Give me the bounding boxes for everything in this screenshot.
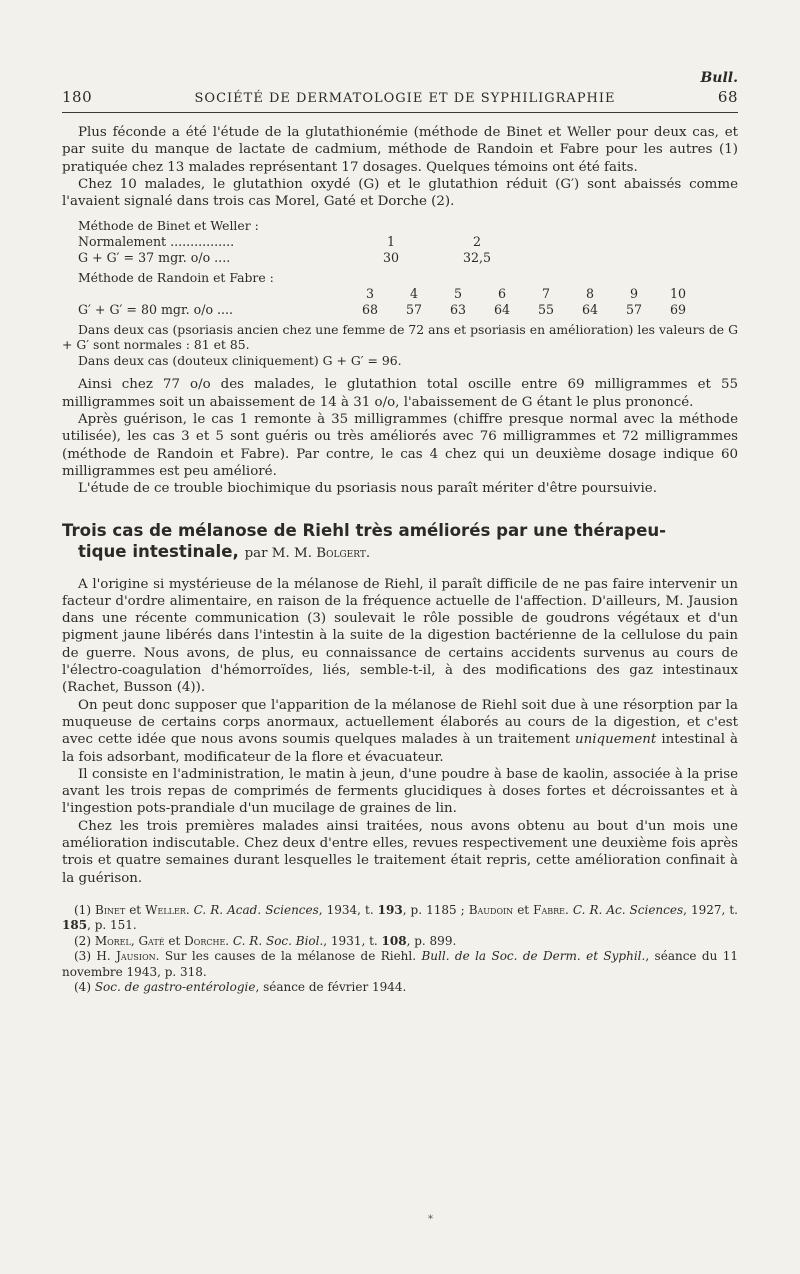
body-paragraph-4: Chez les trois premières malades ainsi traitées, nous avons obtenu au bout d'un mois une amélioration indiscutable. Chez deux d'entre elles, revues respectivement une deuxième fois après trois et quatre semaines durant lesquelles le traitement était repris, cette amélioration confinait à la guérison.	[62, 818, 738, 886]
discussion-paragraph-3: L'étude de ce trouble biochimique du psoriasis nous paraît mériter d'être poursuivie.	[78, 481, 657, 497]
value-cell: 2	[472, 234, 481, 250]
intro-paragraph-1: Plus féconde a été l'étude de la glutathionémie (méthode de Binet et Weller pour deux cas, et par suite du manque de lactate de cadmium, méthode de Randoin et Fabre pour les autres (1) pratiquée chez 13 malades représentant 17 dosages. Quelques témoins ont été faits.	[62, 125, 738, 175]
ref-author: Weller	[145, 902, 186, 917]
body-p2-before: On peut donc supposer que l'apparition de la mélanose de Riehl soit due à une résorption par la muqueuse de certains corps anormaux, actuellement élaborés au cours de la digestion, et c'est avec cette idée que nous avons soumis quelques malades à un traitement	[62, 697, 738, 748]
case-number: 6	[497, 285, 506, 301]
bull-mark: Bull.	[700, 70, 738, 86]
value-cell: 69	[669, 301, 687, 317]
ref-journal: Soc. de gastro-entérologie	[94, 979, 256, 994]
case-number: 4	[409, 285, 418, 301]
row-label: G′ + G′ = 80 mgr. o/o ....	[78, 301, 234, 317]
ref-journal: Bull. de la Soc. de Derm. et Syphil.	[421, 949, 646, 964]
section-title	[62, 520, 738, 564]
section-title-line-2-text: tique intestinale,	[78, 541, 239, 561]
ref-text: , 1931, t.	[323, 933, 382, 948]
reference-1	[62, 903, 738, 934]
ref-author: Morel, Gaté	[94, 933, 165, 948]
value-cell: 64	[493, 301, 511, 317]
row-label: G + G′ = 37 mgr. o/o ....	[78, 250, 231, 266]
row-values	[348, 302, 700, 318]
article-content	[62, 124, 738, 995]
randoin-fabre-case-row	[62, 286, 738, 302]
row-label: Normalement ................	[78, 234, 235, 250]
body-paragraph-3: Il consiste en l'administration, le matin à jeun, d'une poudre à base de kaolin, associée à la prise avant les trois repas de comprimés de ferments glucidiques à doses fortes et décroissantes et à l'ingestion pots-prandiale d'un mucilage de graines de lin.	[62, 766, 738, 817]
ref-author: Dorche	[184, 933, 226, 948]
ref-text: , séance de février 1944.	[255, 979, 407, 994]
value-cell: 64	[581, 301, 599, 317]
row-values	[348, 286, 700, 302]
body-paragraph-1: A l'origine si mystérieuse de la mélanose de Riehl, il paraît difficile de ne pas faire intervenir un facteur d'ordre alimentaire, en raison de la fréquence actuelle de l'affection. D'ailleurs, M. Jausion dans une récente communication (3) soulevait le rôle possible de goudrons végétaux et d'un pigment jaune libérés dans l'intestin à la suite de la digestion bactérienne de la cellulose du pain de guerre. Nous avons, de plus, eu connaissance de certains accidents survenus au cours de l'électro-coagulation d'hémorroïdes, liés, semble-t-il, à des modifications des gaz intestinaux (Rachet, Busson (4)).	[62, 576, 738, 696]
section-title-line-2	[62, 541, 738, 564]
header-rule	[62, 112, 738, 113]
row-label-empty	[62, 286, 348, 302]
ref-volume: 108	[381, 933, 407, 948]
case-number: 10	[669, 285, 687, 301]
binet-weller-heading: Méthode de Binet et Weller :	[78, 218, 259, 234]
value-cell: 30	[382, 250, 400, 266]
ref-text: et	[164, 933, 185, 948]
binet-weller-row-2	[62, 250, 738, 266]
discussion-paragraph-2: Après guérison, le cas 1 remonte à 35 milligrammes (chiffre presque normal avec la méthode utilisée), les cas 3 et 5 sont guéris ou très améliorés avec 76 milligrammes et 72 milligrammes (méthode de Randoin et Fabre). Par contre, le cas 4 chez qui un deuxième dosage indique 60 milligrammes est peu amélioré.	[62, 412, 738, 479]
running-title: SOCIÉTÉ DE DERMATOLOGIE ET DE SYPHILIGRAPHIE	[194, 91, 616, 106]
ref-text: .	[185, 902, 194, 917]
intro-paragraph-2: Chez 10 malades, le glutathion oxydé (G) et le glutathion réduit (G′) sont abaissés comme l'avaient signalé dans trois cas Morel, Gaté et Dorche (2).	[62, 176, 738, 210]
value-cell: 68	[361, 301, 379, 317]
ref-text: et	[513, 902, 534, 917]
case-number: 9	[629, 285, 638, 301]
ref-text: , p. 899.	[406, 933, 457, 948]
spacer	[62, 368, 738, 376]
running-head	[62, 88, 738, 106]
ref-volume: 185	[62, 918, 88, 933]
ref-author: Binet	[95, 902, 126, 917]
body-p2-emphasis: uniquement	[575, 732, 657, 748]
ref-text: , p. 1185 ;	[402, 902, 469, 917]
ref-volume: 193	[377, 902, 403, 917]
case-number: 5	[453, 285, 462, 301]
byline	[245, 546, 371, 561]
reference-3	[62, 949, 738, 980]
ref-text: (3) H.	[74, 949, 117, 964]
binet-weller-row-1	[62, 234, 738, 250]
randoin-fabre-heading: Méthode de Randoin et Fabre :	[78, 270, 274, 286]
ref-journal: C. R. Soc. Biol.	[232, 933, 324, 948]
spacer	[62, 210, 738, 218]
ref-text: .	[565, 902, 573, 917]
ref-text: , p. 151.	[87, 918, 137, 933]
reference-4	[62, 980, 738, 995]
ref-text: , 1934, t.	[318, 902, 378, 917]
section-title-line-1: Trois cas de mélanose de Riehl très améliorés par une thérapeu-	[62, 520, 667, 540]
ref-text: (1)	[74, 902, 96, 917]
note-paragraph-2: Dans deux cas (douteux cliniquement) G + G′ = 96.	[78, 352, 402, 368]
discussion-paragraph-1: Ainsi chez 77 o/o des malades, le glutathion total oscille entre 69 milligrammes et 55 milligrammes soit un abaissement de 14 à 31 o/o, l'abaissement de G étant le plus prononcé.	[62, 377, 738, 410]
issue-number: 68	[717, 88, 738, 106]
body-p2-after: intestinal à la fois adsorbant, modificateur de la flore et évacuateur.	[62, 732, 738, 765]
ref-journal: C. R. Ac. Sciences	[572, 902, 684, 917]
ref-text: .	[225, 933, 233, 948]
body-paragraph-2	[62, 697, 738, 766]
ref-author: Baudoin	[468, 902, 514, 917]
ref-journal: C. R. Acad. Sciences	[193, 902, 319, 917]
ref-text: (4)	[74, 979, 95, 994]
ref-text: , séance du 11 novembre 1943, p. 318.	[62, 949, 739, 979]
row-values	[348, 250, 520, 266]
ref-text: (2)	[74, 933, 95, 948]
ref-author: Fabre	[533, 902, 566, 917]
ref-text: , 1927, t.	[683, 902, 738, 917]
case-number: 7	[541, 285, 550, 301]
ref-text: . Sur les causes de la mélanose de Riehl.	[155, 949, 422, 964]
byline-author: Bolgert.	[316, 545, 371, 561]
value-cell: 57	[405, 301, 423, 317]
value-cell: 32,5	[462, 250, 492, 266]
case-number: 8	[585, 285, 594, 301]
footer-mark: *	[428, 1214, 433, 1225]
reference-2	[62, 934, 738, 949]
value-cell: 1	[386, 234, 395, 250]
randoin-fabre-value-row	[62, 302, 738, 318]
ref-author: Jausion	[116, 949, 156, 964]
case-number: 3	[365, 285, 374, 301]
references	[62, 903, 738, 995]
row-values	[348, 234, 520, 250]
page-number: 180	[62, 88, 93, 106]
value-cell: 55	[537, 301, 555, 317]
note-paragraph-1: Dans deux cas (psoriasis ancien chez une femme de 72 ans et psoriasis en amélioration) les valeurs de G + G′ sont normales : 81 et 85.	[62, 321, 738, 353]
byline-prefix: par M. M.	[244, 545, 312, 561]
value-cell: 63	[449, 301, 467, 317]
ref-text: et	[125, 902, 146, 917]
value-cell: 57	[625, 301, 643, 317]
